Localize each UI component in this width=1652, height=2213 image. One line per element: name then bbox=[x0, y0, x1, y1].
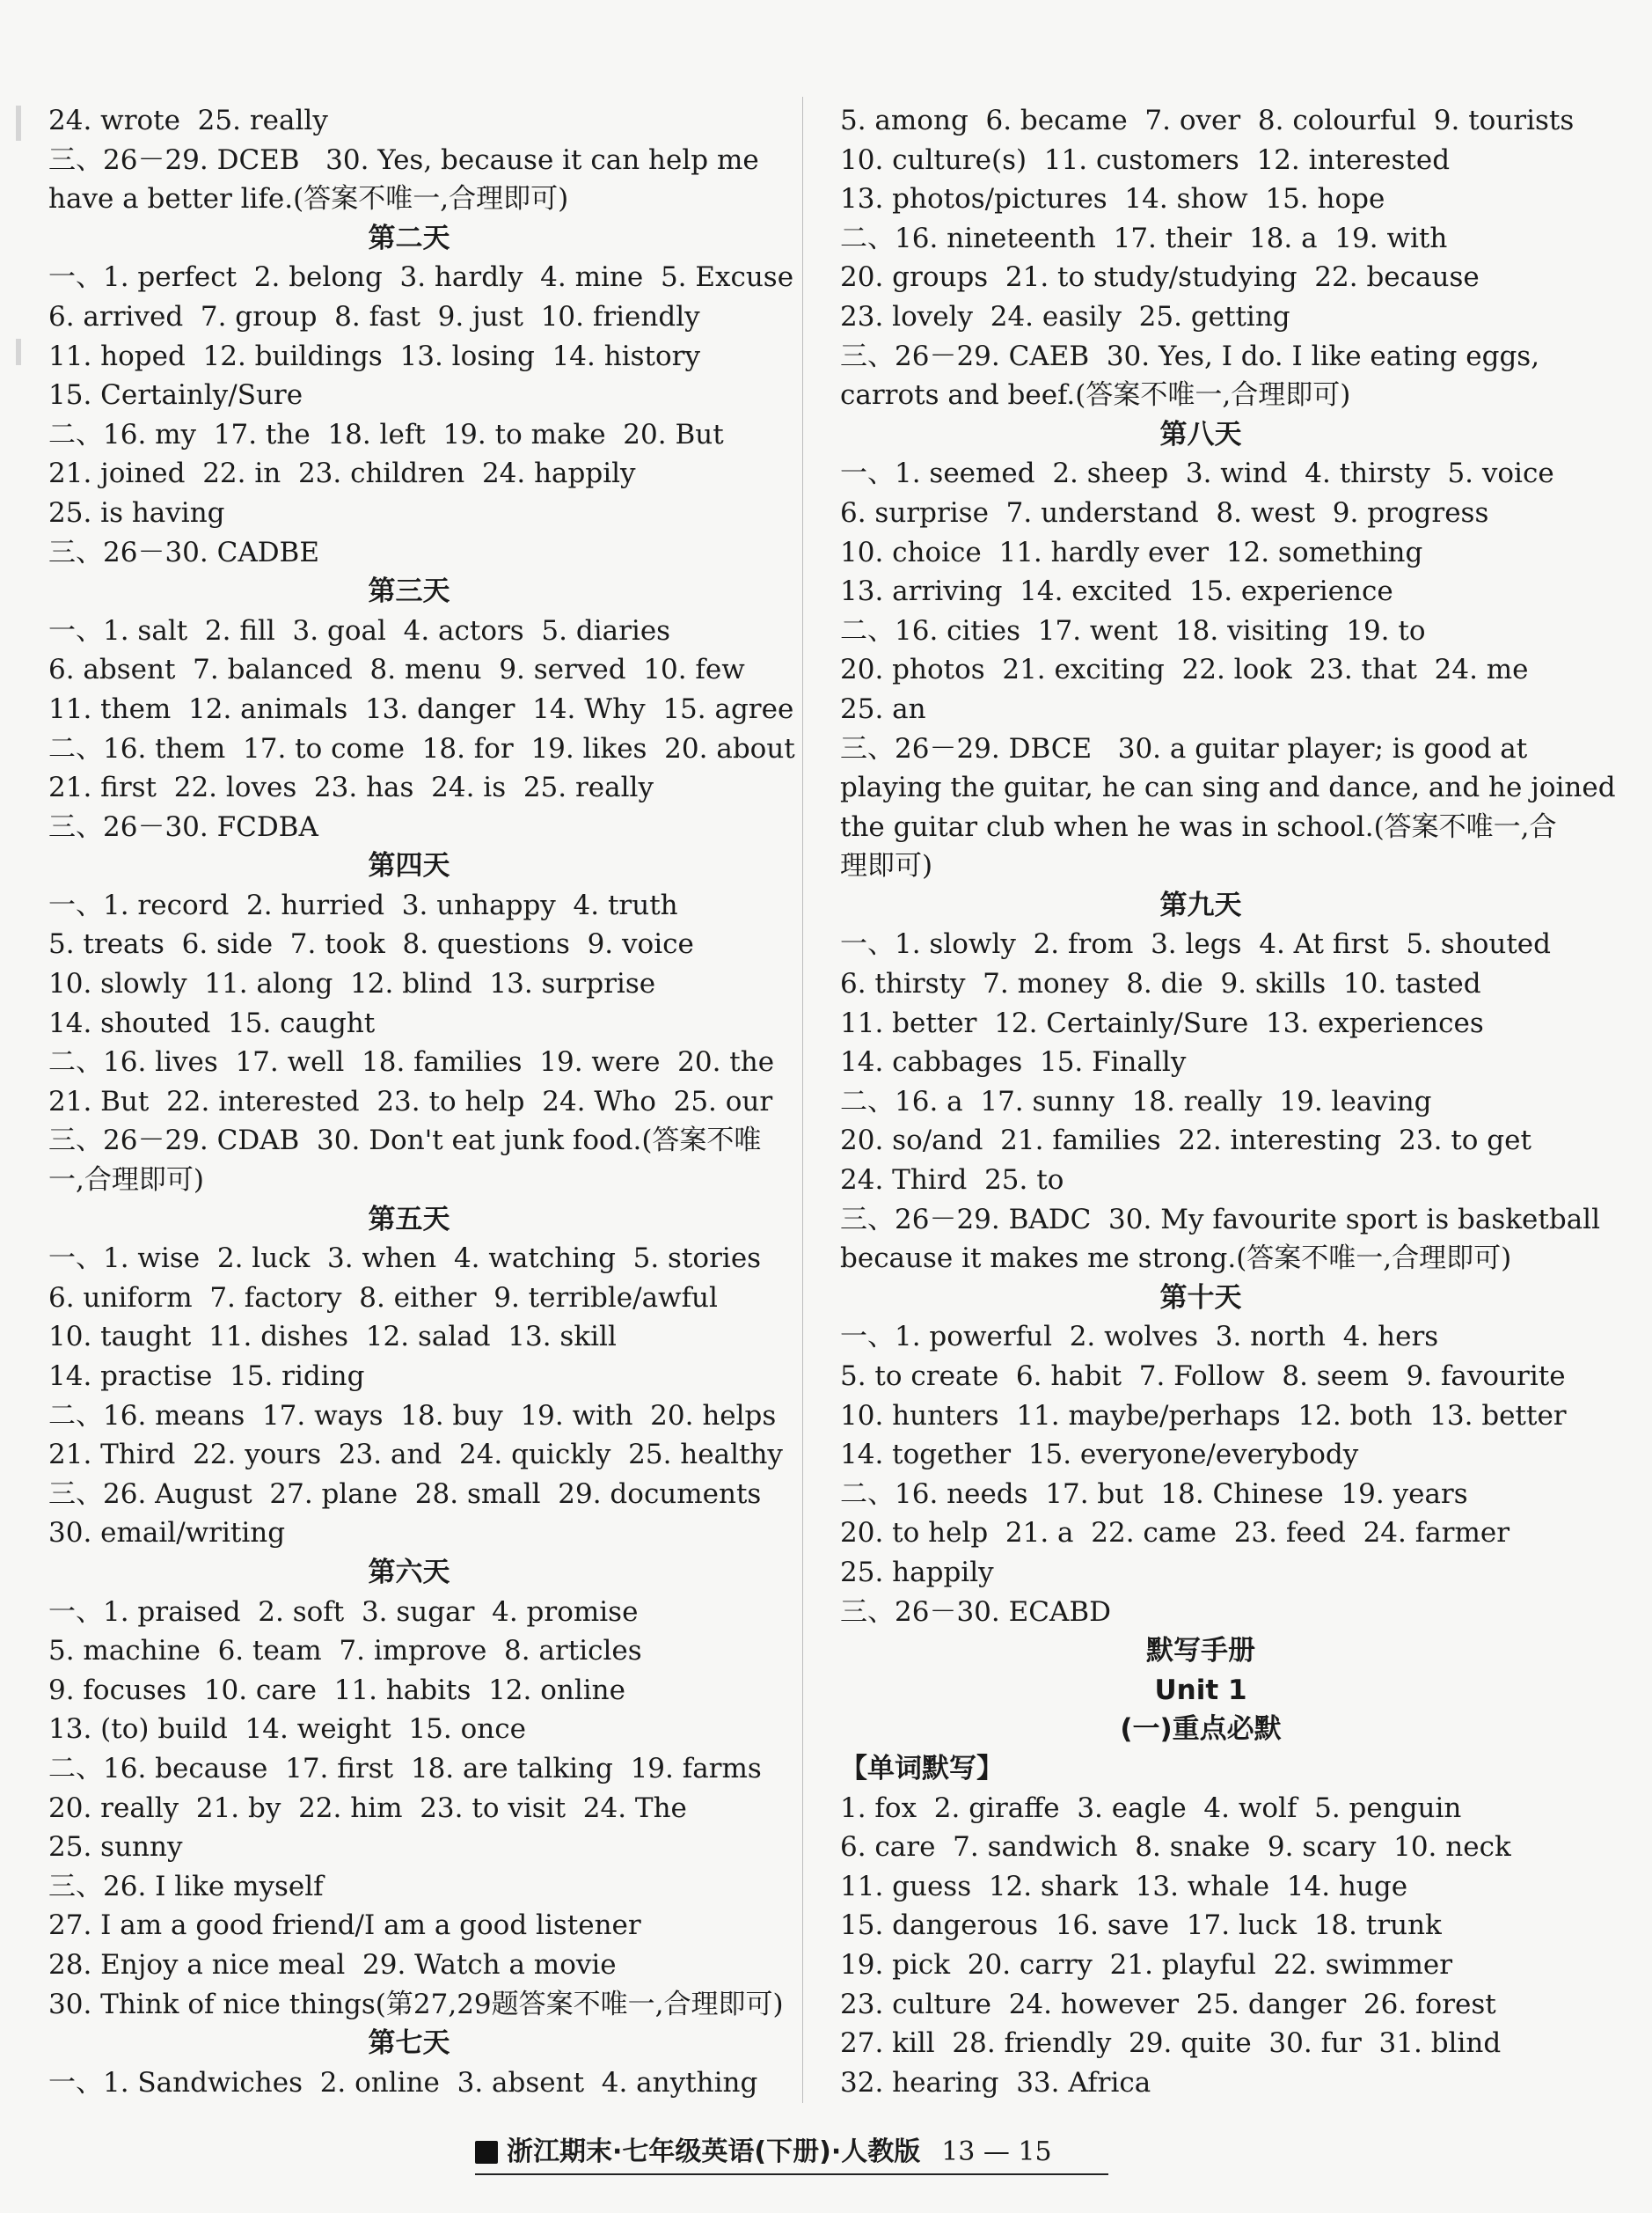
answer-line: 24. Third 25. to bbox=[840, 1164, 1064, 1197]
answer-line: 15. Certainly/Sure bbox=[48, 379, 303, 412]
answer-line: 二、16. needs 17. but 18. Chinese 19. years bbox=[840, 1477, 1468, 1510]
section-heading: (一)重点必默 bbox=[1120, 1713, 1282, 1746]
section-heading: 第四天 bbox=[368, 850, 450, 883]
answer-line: 25. sunny bbox=[48, 1831, 183, 1864]
answer-line: 6. surprise 7. understand 8. west 9. progress bbox=[840, 496, 1489, 529]
answer-line: 10. choice 11. hardly ever 12. something bbox=[840, 536, 1423, 568]
answer-line: 6. thirsty 7. money 8. die 9. skills 10. tasted bbox=[840, 968, 1481, 1000]
answer-line: playing the guitar, he can sing and dance, and he joined bbox=[840, 772, 1616, 804]
answer-line: 一、1. seemed 2. sheep 3. wind 4. thirsty 5. voice bbox=[840, 458, 1554, 490]
answer-line: 三、26－29. DBCE 30. a guitar player; is good at bbox=[840, 732, 1528, 765]
answer-line: 14. together 15. everyone/everybody bbox=[840, 1439, 1359, 1471]
answer-line: 三、26－30. CADBE bbox=[48, 536, 319, 568]
answer-line: 14. practise 15. riding bbox=[48, 1360, 365, 1392]
answer-line: 二、16. my 17. the 18. left 19. to make 20. But bbox=[48, 418, 724, 451]
answer-line: 20. to help 21. a 22. came 23. feed 24. farmer bbox=[840, 1517, 1510, 1550]
scan-artifact bbox=[16, 339, 21, 365]
section-heading: 默写手册 bbox=[1146, 1635, 1255, 1667]
answer-line: 一、1. praised 2. soft 3. sugar 4. promise bbox=[48, 1595, 639, 1628]
answer-line: the guitar club when he was in school.(答案不唯一,合 bbox=[840, 810, 1557, 843]
answer-line: 一、1. wise 2. luck 3. when 4. watching 5. stories bbox=[48, 1242, 762, 1275]
answer-line: 9. focuses 10. care 11. habits 12. online bbox=[48, 1674, 625, 1706]
answer-line: 二、16. cities 17. went 18. visiting 19. to bbox=[840, 614, 1426, 647]
answer-line: 11. guess 12. shark 13. whale 14. huge bbox=[840, 1870, 1408, 1902]
answer-line: 6. absent 7. balanced 8. menu 9. served 10. few bbox=[48, 654, 745, 686]
answer-line: 三、26－30. ECABD bbox=[840, 1595, 1111, 1628]
answer-line: 二、16. lives 17. well 18. families 19. were 20. the bbox=[48, 1046, 775, 1079]
answer-line: 理即可) bbox=[840, 850, 933, 883]
page-number: 13 — 15 bbox=[941, 2136, 1052, 2167]
answer-line: 6. uniform 7. factory 8. either 9. terrible/awful bbox=[48, 1281, 718, 1314]
answer-line: 三、26－29. CDAB 30. Don't eat junk food.(答案不唯 bbox=[48, 1125, 762, 1157]
footer-title: 浙江期末·七年级英语(下册)·人教版 bbox=[507, 2136, 921, 2167]
answer-line: 1. fox 2. giraffe 3. eagle 4. wolf 5. penguin bbox=[840, 1792, 1462, 1824]
answer-line: 10. hunters 11. maybe/perhaps 12. both 13. better bbox=[840, 1399, 1567, 1432]
answer-line: 13. photos/pictures 14. show 15. hope bbox=[840, 183, 1385, 216]
answer-line: 25. is having bbox=[48, 496, 225, 529]
answer-line: 二、16. a 17. sunny 18. really 19. leaving bbox=[840, 1085, 1432, 1117]
answer-line: 32. hearing 33. Africa bbox=[840, 2066, 1151, 2099]
answer-line: 14. shouted 15. caught bbox=[48, 1007, 376, 1039]
answer-line: 二、16. them 17. to come 18. for 19. likes 20. about bbox=[48, 732, 795, 765]
answer-line: 25. an bbox=[840, 692, 926, 725]
answer-line: 23. culture 24. however 25. danger 26. forest bbox=[840, 1988, 1496, 2020]
answer-line: 10. taught 11. dishes 12. salad 13. skill bbox=[48, 1321, 617, 1353]
answer-line: 13. (to) build 14. weight 15. once bbox=[48, 1713, 526, 1746]
answer-line: 三、26－30. FCDBA bbox=[48, 810, 318, 843]
section-heading: 第七天 bbox=[368, 2027, 450, 2060]
section-heading: 第八天 bbox=[1159, 418, 1242, 451]
answer-line: 二、16. because 17. first 18. are talking 19. farms bbox=[48, 1752, 762, 1784]
answer-line: 20. so/and 21. families 22. interesting 23. to get bbox=[840, 1125, 1531, 1157]
answer-line: 5. among 6. became 7. over 8. colourful 9. tourists bbox=[840, 105, 1575, 136]
answer-line: 6. care 7. sandwich 8. snake 9. scary 10. neck bbox=[840, 1831, 1511, 1864]
footer-rule bbox=[475, 2173, 1108, 2175]
answer-line: 三、26. I like myself bbox=[48, 1870, 324, 1902]
answer-line: 5. to create 6. habit 7. Follow 8. seem 9. favourite bbox=[840, 1360, 1566, 1392]
answer-line: 二、16. means 17. ways 18. buy 19. with 20. helps bbox=[48, 1399, 777, 1432]
section-heading: 第六天 bbox=[368, 1556, 450, 1588]
answer-line: 【单词默写】 bbox=[840, 1752, 1004, 1784]
answer-line: 三、26－29. CAEB 30. Yes, I do. I like eating eggs, bbox=[840, 340, 1540, 372]
answer-line: 21. joined 22. in 23. children 24. happily bbox=[48, 458, 636, 490]
answer-line: because it makes me strong.(答案不唯一,合理即可) bbox=[840, 1242, 1512, 1275]
answer-line: 11. hoped 12. buildings 13. losing 14. history bbox=[48, 340, 700, 372]
answer-line: 20. really 21. by 22. him 23. to visit 24. The bbox=[48, 1792, 687, 1824]
answer-line: 28. Enjoy a nice meal 29. Watch a movie bbox=[48, 1948, 617, 1981]
answer-line: 21. Third 22. yours 23. and 24. quickly 25. healthy bbox=[48, 1439, 783, 1471]
answer-line: 19. pick 20. carry 21. playful 22. swimmer bbox=[840, 1948, 1453, 1981]
answer-line: 一、1. Sandwiches 2. online 3. absent 4. anything bbox=[48, 2066, 758, 2099]
answer-line: 21. But 22. interested 23. to help 24. Who 25. our bbox=[48, 1085, 773, 1117]
section-heading: 第二天 bbox=[368, 222, 450, 254]
answer-line: 25. happily bbox=[840, 1556, 994, 1588]
answer-line: 23. lovely 24. easily 25. getting bbox=[840, 300, 1290, 333]
answer-line: 一、1. powerful 2. wolves 3. north 4. hers bbox=[840, 1321, 1439, 1353]
answer-line: 一、1. perfect 2. belong 3. hardly 4. mine 5. Excuse bbox=[48, 261, 794, 294]
section-heading: 第三天 bbox=[368, 575, 450, 608]
scan-artifact bbox=[16, 106, 21, 141]
answer-line: 一,合理即可) bbox=[48, 1164, 204, 1197]
column-divider bbox=[802, 97, 803, 2103]
book-icon bbox=[475, 2141, 498, 2164]
left-column bbox=[48, 101, 795, 2102]
answer-line: 三、26－29. BADC 30. My favourite sport is basketball bbox=[840, 1203, 1601, 1235]
answer-line: 11. better 12. Certainly/Sure 13. experiences bbox=[840, 1007, 1484, 1039]
answer-line: 14. cabbages 15. Finally bbox=[840, 1046, 1187, 1079]
section-heading: 第五天 bbox=[368, 1203, 450, 1235]
page-footer bbox=[475, 2131, 1108, 2173]
answer-line: 24. wrote 25. really bbox=[48, 105, 328, 136]
answer-line: 20. photos 21. exciting 22. look 23. that 24. me bbox=[840, 654, 1529, 686]
answer-line: 20. groups 21. to study/studying 22. because bbox=[840, 261, 1480, 294]
answer-line: 5. treats 6. side 7. took 8. questions 9. voice bbox=[48, 928, 694, 961]
answer-line: 10. culture(s) 11. customers 12. interested bbox=[840, 143, 1451, 176]
answer-line: 一、1. slowly 2. from 3. legs 4. At first 5. shouted bbox=[840, 928, 1551, 961]
answer-line: 一、1. record 2. hurried 3. unhappy 4. truth bbox=[48, 889, 678, 921]
answer-line: 10. slowly 11. along 12. blind 13. surprise bbox=[48, 968, 656, 1000]
answer-line: 30. Think of nice things(第27,29题答案不唯一,合理即可) bbox=[48, 1988, 784, 2020]
answer-line: 30. email/writing bbox=[48, 1517, 286, 1550]
answer-line: 二、16. nineteenth 17. their 18. a 19. with bbox=[840, 222, 1448, 254]
answer-line: 27. kill 28. friendly 29. quite 30. fur 31. blind bbox=[840, 2027, 1502, 2060]
section-heading: 第十天 bbox=[1159, 1281, 1242, 1314]
answer-line: 5. machine 6. team 7. improve 8. articles bbox=[48, 1635, 642, 1667]
answer-line: have a better life.(答案不唯一,合理即可) bbox=[48, 183, 569, 216]
answer-line: 6. arrived 7. group 8. fast 9. just 10. friendly bbox=[48, 300, 700, 333]
section-heading: 第九天 bbox=[1159, 889, 1242, 921]
answer-line: 三、26. August 27. plane 28. small 29. documents bbox=[48, 1477, 762, 1510]
answer-line: 11. them 12. animals 13. danger 14. Why 15. agree bbox=[48, 692, 794, 725]
answer-line: 三、26－29. DCEB 30. Yes, because it can help me bbox=[48, 143, 759, 176]
answer-line: 13. arriving 14. excited 15. experience bbox=[840, 575, 1393, 608]
answer-line: 27. I am a good friend/I am a good listener bbox=[48, 1909, 641, 1942]
right-column bbox=[840, 101, 1616, 2102]
answer-line: carrots and beef.(答案不唯一,合理即可) bbox=[840, 379, 1351, 412]
section-heading: Unit 1 bbox=[1154, 1674, 1247, 1706]
answer-line: 21. first 22. loves 23. has 24. is 25. really bbox=[48, 772, 654, 804]
answer-line: 15. dangerous 16. save 17. luck 18. trunk bbox=[840, 1909, 1442, 1942]
answer-line: 一、1. salt 2. fill 3. goal 4. actors 5. diaries bbox=[48, 614, 671, 647]
